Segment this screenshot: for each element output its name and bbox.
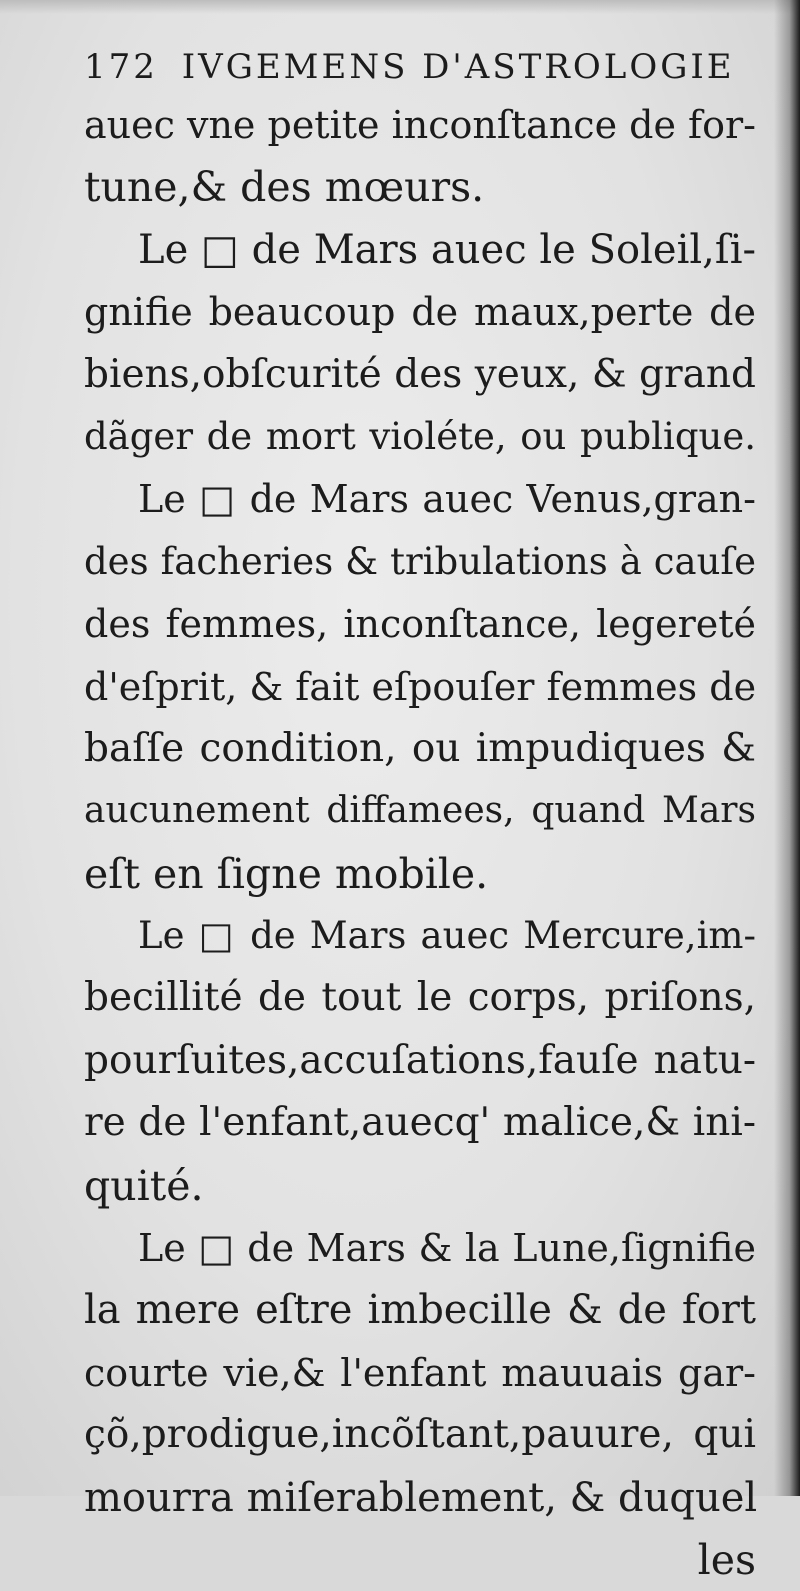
text-line: auec vne petite inconſtance de for- [84, 103, 756, 147]
catchword: les [697, 1535, 756, 1584]
running-title: IVGEMENS D'ASTROLOGIE [181, 47, 735, 87]
text-line: gnifie beaucoup de maux,perte de [84, 290, 756, 335]
text-line: aucunement diffamees, quand Mars [84, 790, 756, 832]
text-line: des femmes, inconſtance, legereté [84, 602, 756, 647]
text-line: re de l'enfant,auecq' malice,& ini- [84, 1100, 756, 1146]
text-line: mourra miſerablement, & duquel [84, 1474, 758, 1521]
text-line: biens,obſcurité des yeux, & grand [84, 351, 756, 397]
running-header [84, 40, 756, 94]
text-line: pourſuites,accuſations,fauſe natu- [84, 1037, 756, 1083]
text-line: tune,& des mœurs. [84, 163, 485, 212]
text-line: courte vie,& l'enfant mauuais gar- [84, 1350, 756, 1395]
paragraph-start-line: Le □ de Mars & la Lune,ſignifie [138, 1226, 756, 1271]
page-gutter-shadow [774, 0, 800, 1496]
text-line: dãger de mort violéte, ou publique. [84, 414, 756, 458]
text-line: becillité de tout le corps, priſons, [84, 975, 756, 1021]
page-top-shadow [0, 0, 800, 14]
text-line: des facheries & tribulations à cauſe [84, 539, 756, 583]
text-line: quité. [84, 1161, 204, 1210]
paragraph-start-line: Le □ de Mars auec le Soleil,ſi- [138, 226, 756, 273]
paragraph-start-line: Le □ de Mars auec Venus,gran- [138, 477, 756, 522]
page-number: 172 [84, 47, 158, 87]
page-text-block [84, 40, 756, 1591]
text-line: la mere eſtre imbecille & de fort [84, 1287, 756, 1334]
paragraph-start-line: Le □ de Mars auec Mercure,im- [138, 914, 756, 958]
text-line: baſſe condition, ou impudiques & [84, 725, 756, 771]
text-line: eſt en ſigne mobile. [84, 849, 489, 898]
text-line: çõ,prodigue,incõſtant,pauure, qui [84, 1412, 756, 1458]
text-line: d'eſprit, & fait eſpouſer femmes de [84, 664, 757, 709]
